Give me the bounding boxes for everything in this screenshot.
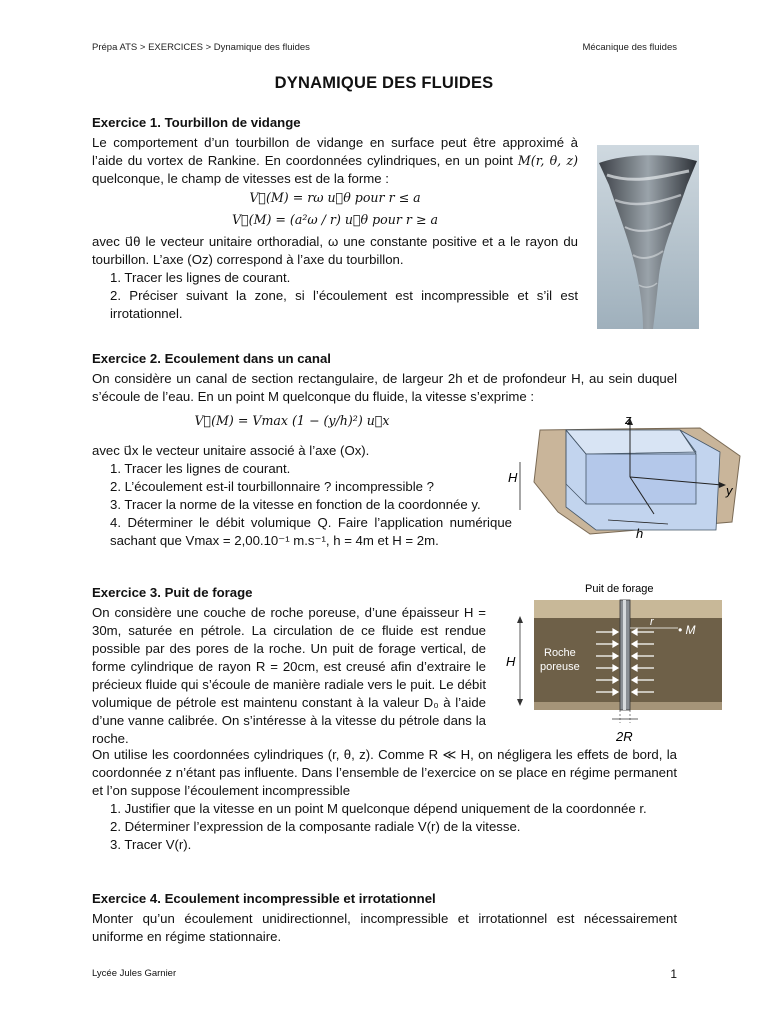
exercise-1-intro: Le comportement d’un tourbillon de vidange en surface peut être approximé à l’aide du vortex de Rankine. En coordonnées cylindriques, en un point M(r, θ, z) quelconque, le champ de vitesses est de la forme : [92, 135, 578, 186]
exercise-1-equation-1: V⃗(M) = rω u⃗θ pour r ≤ a [249, 190, 421, 205]
exercise-1-equation-2: V⃗(M) = (a²ω / r) u⃗θ pour r ≥ a [232, 212, 438, 227]
well-figure [500, 578, 730, 748]
exercise-3-question-2: 2. Déterminer l’expression de la composante radiale V(r) de la vitesse. [110, 819, 521, 834]
exercise-1-question-1: 1. Tracer les lignes de courant. [110, 270, 291, 285]
exercise-3-assumptions: On utilise les coordonnées cylindriques (r, θ, z). Comme R ≪ H, on négligera les effets de bord, la coordonnée z n’étant pas influente. Dans l’ensemble de l’exercice on se place en régime permanent et l’on suppose l’écoulement incompressible [92, 747, 677, 798]
exercise-3-heading: Exercice 3. Puit de forage [92, 585, 253, 600]
page-title: DYNAMIQUE DES FLUIDES [274, 74, 494, 92]
page-number: 1 [670, 967, 677, 981]
canal-axis-y: y [726, 483, 733, 498]
exercise-2-heading: Exercice 2. Ecoulement dans un canal [92, 351, 331, 366]
well-label-rock-1: Roche [544, 647, 576, 659]
exercise-1 [92, 114, 578, 323]
footer-school: Lycée Jules Garnier [92, 968, 177, 979]
exercise-2-question-1: 1. Tracer les lignes de courant. [110, 461, 291, 476]
exercise-2-definitions: avec u⃗x le vecteur unitaire associé à l’axe (Ox). [92, 443, 370, 458]
exercise-3-question-1: 1. Justifier que la vitesse en un point M quelconque dépend uniquement de la coordonnée r. [110, 801, 647, 816]
exercise-2-intro: On considère un canal de section rectangulaire, de largeur 2h et de profondeur H, au sein duquel s’écoule de l’eau. En un point M quelconque du fluide, la vitesse s’exprime : [92, 371, 677, 404]
well-label-rock-2: poreuse [540, 661, 580, 673]
well-figure-title: Puit de forage [585, 583, 654, 595]
well-label-2R: 2R [616, 729, 633, 744]
exercise-4-text: Monter qu’un écoulement unidirectionnel, incompressible et irrotationnel est nécessairement uniforme en régime stationnaire. [92, 911, 677, 944]
header-breadcrumb: Prépa ATS > EXERCICES > Dynamique des fluides [92, 42, 310, 53]
exercise-3 [92, 584, 486, 748]
exercise-1-heading: Exercice 1. Tourbillon de vidange [92, 115, 301, 130]
exercise-1-definitions: avec u⃗θ le vecteur unitaire orthoradial, ω une constante positive et a le rayon du tourbillon. L’axe (Oz) correspond à l’axe du tourbillon. [92, 234, 578, 267]
exercise-2-question-4: 4. Déterminer le débit volumique Q. Faire l’application numérique sachant que Vmax = 2,00.10⁻¹ m.s⁻¹, h = 4m et H = 2m. [110, 515, 512, 548]
exercise-2-equation: V⃗(M) = Vmax (1 − (y/h)²) u⃗x [194, 413, 390, 428]
exercise-2-questions [92, 442, 512, 550]
exercise-3-question-3: 3. Tracer V(r). [110, 837, 192, 852]
well-label-M: • M [678, 623, 696, 637]
canal-axis-z: z [625, 412, 632, 427]
header-subject: Mécanique des fluides [582, 42, 677, 53]
exercise-4-heading: Exercice 4. Ecoulement incompressible et irrotationnel [92, 891, 436, 906]
vortex-photo [597, 145, 699, 329]
well-label-r: r [650, 616, 654, 628]
exercise-3-rest [92, 746, 677, 854]
exercise-3-intro: On considère une couche de roche poreuse, d’une épaisseur H = 30m, saturée en pétrole. La circulation de ce fluide est rendue possible par des pores de la roche. Un puit de forage vertical, de forme cylindrique de rayon R = 20cm, est creusé afin d’extraire le précieux fluide qui s’écoule de manière radiale vers le puit. Le débit volumique de pétrole est maintenu constant à la valeur D₀ à l’aide d’une vanne calibrée. On s’intéresse à la vitesse du pétrole dans la roche. [92, 605, 486, 746]
canal-label-h: h [636, 526, 644, 541]
canal-label-H: H [508, 470, 518, 485]
exercise-1-question-2: 2. Préciser suivant la zone, si l’écoulement est incompressible et s’il est irrotationnel. [110, 288, 578, 321]
well-label-H: H [506, 654, 516, 669]
canal-figure [500, 412, 750, 542]
exercise-2-question-2: 2. L’écoulement est-il tourbillonnaire ? incompressible ? [110, 479, 435, 494]
exercise-4 [92, 890, 677, 946]
exercise-2-question-3: 3. Tracer la norme de la vitesse en fonction de la coordonnée y. [110, 497, 481, 512]
